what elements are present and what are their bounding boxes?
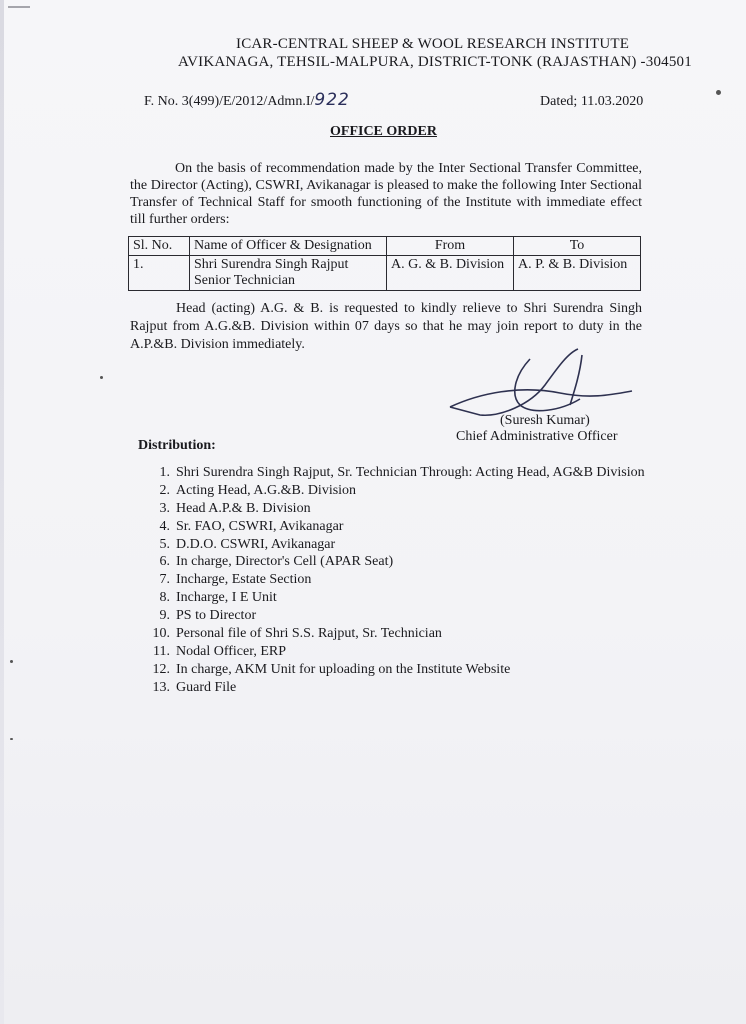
list-item-number: 11. bbox=[153, 643, 170, 659]
table-row bbox=[129, 256, 641, 291]
cell-to: A. P. & B. Division bbox=[514, 256, 641, 291]
list-item bbox=[134, 536, 654, 554]
list-item-text: Incharge, Estate Section bbox=[176, 572, 312, 588]
list-item-number: 2. bbox=[159, 482, 170, 498]
col-name-designation: Name of Officer & Designation bbox=[190, 237, 387, 256]
list-item-number: 13. bbox=[152, 679, 170, 695]
cell-name-designation bbox=[190, 256, 387, 291]
signatory-name: (Suresh Kumar) bbox=[500, 413, 590, 428]
list-item-number: 1. bbox=[159, 465, 170, 480]
list-item bbox=[134, 625, 654, 643]
list-item bbox=[134, 661, 654, 679]
list-item-text: Nodal Officer, ERP bbox=[176, 643, 286, 659]
col-sl-no: Sl. No. bbox=[129, 237, 190, 256]
list-item bbox=[134, 464, 654, 482]
list-item-number: 4. bbox=[159, 518, 170, 534]
col-from: From bbox=[387, 237, 514, 256]
institute-address: AVIKANAGA, TEHSIL-MALPURA, DISTRICT-TONK (RAJASTHAN) -304501 bbox=[178, 54, 692, 70]
list-item-text: D.D.O. CSWRI, Avikanagar bbox=[176, 536, 336, 552]
list-item-text: Sr. FAO, CSWRI, Avikanagar bbox=[176, 518, 344, 534]
scan-speck bbox=[10, 738, 13, 740]
list-item-text: Guard File bbox=[176, 679, 237, 695]
list-item bbox=[134, 589, 654, 607]
list-item bbox=[134, 607, 654, 625]
distribution-list bbox=[134, 464, 654, 697]
list-item-number: 3. bbox=[159, 500, 170, 516]
cell-from: A. G. & B. Division bbox=[387, 256, 514, 291]
list-item bbox=[134, 482, 654, 500]
scan-mark bbox=[8, 6, 30, 8]
document-title: OFFICE ORDER bbox=[330, 124, 437, 139]
list-item-number: 12. bbox=[152, 661, 170, 677]
file-number bbox=[144, 90, 350, 110]
scan-speck bbox=[716, 90, 721, 95]
list-item bbox=[134, 518, 654, 536]
file-number-printed: F. No. 3(499)/E/2012/Admn.I/ bbox=[144, 94, 315, 109]
officer-designation: Senior Technician bbox=[194, 273, 296, 288]
order-paragraph-1: On the basis of recommendation made by the Inter Sectional Transfer Committee, the Director (Acting), CSWRI, Avikanagar is pleased to make the following Inter Sectional Transfer of Technical Staff for smooth functioning of the Institute with immediate effect till further orders: bbox=[130, 161, 642, 227]
list-item-text: Personal file of Shri S.S. Rajput, Sr. Technician bbox=[176, 626, 442, 642]
transfer-table bbox=[128, 236, 641, 291]
list-item-number: 5. bbox=[159, 536, 170, 552]
list-item-text: Head A.P.& B. Division bbox=[176, 500, 311, 516]
list-item bbox=[134, 553, 654, 571]
institute-name: ICAR-CENTRAL SHEEP & WOOL RESEARCH INSTITUTE bbox=[236, 36, 630, 52]
distribution-heading: Distribution: bbox=[138, 438, 216, 453]
order-paragraph-2: Head (acting) A.G. & B. is requested to kindly relieve to Shri Surendra Singh Rajput from A.G.&B. Division within 07 days so that he may join report to duty in the A.P.&B. Division immediately. bbox=[130, 301, 642, 352]
scan-speck bbox=[100, 376, 103, 379]
list-item-text: In charge, AKM Unit for uploading on the Institute Website bbox=[176, 661, 511, 677]
list-item-number: 6. bbox=[159, 554, 170, 570]
list-item-number: 10. bbox=[152, 626, 170, 642]
list-item-text: PS to Director bbox=[176, 608, 257, 624]
list-item-number: 8. bbox=[159, 590, 170, 606]
list-item bbox=[134, 500, 654, 518]
table-header-row bbox=[129, 237, 641, 256]
scan-edge bbox=[0, 0, 4, 1024]
list-item bbox=[134, 571, 654, 589]
scan-speck bbox=[10, 660, 13, 663]
cell-sl-no: 1. bbox=[129, 256, 190, 291]
col-to: To bbox=[514, 237, 641, 256]
list-item-text: Shri Surendra Singh Rajput, Sr. Technician Through: Acting Head, AG&B Division bbox=[176, 465, 645, 480]
list-item-text: In charge, Director's Cell (APAR Seat) bbox=[176, 554, 394, 570]
list-item-number: 9. bbox=[159, 608, 170, 624]
list-item-text: Incharge, I E Unit bbox=[176, 590, 277, 606]
list-item-number: 7. bbox=[159, 572, 170, 588]
list-item-text: Acting Head, A.G.&B. Division bbox=[176, 482, 357, 498]
signatory-designation: Chief Administrative Officer bbox=[456, 429, 618, 444]
officer-name: Shri Surendra Singh Rajput bbox=[194, 257, 349, 272]
list-item bbox=[134, 643, 654, 661]
order-date: Dated; 11.03.2020 bbox=[540, 94, 644, 109]
list-item bbox=[134, 679, 654, 697]
file-number-handwritten: 922 bbox=[314, 90, 350, 110]
